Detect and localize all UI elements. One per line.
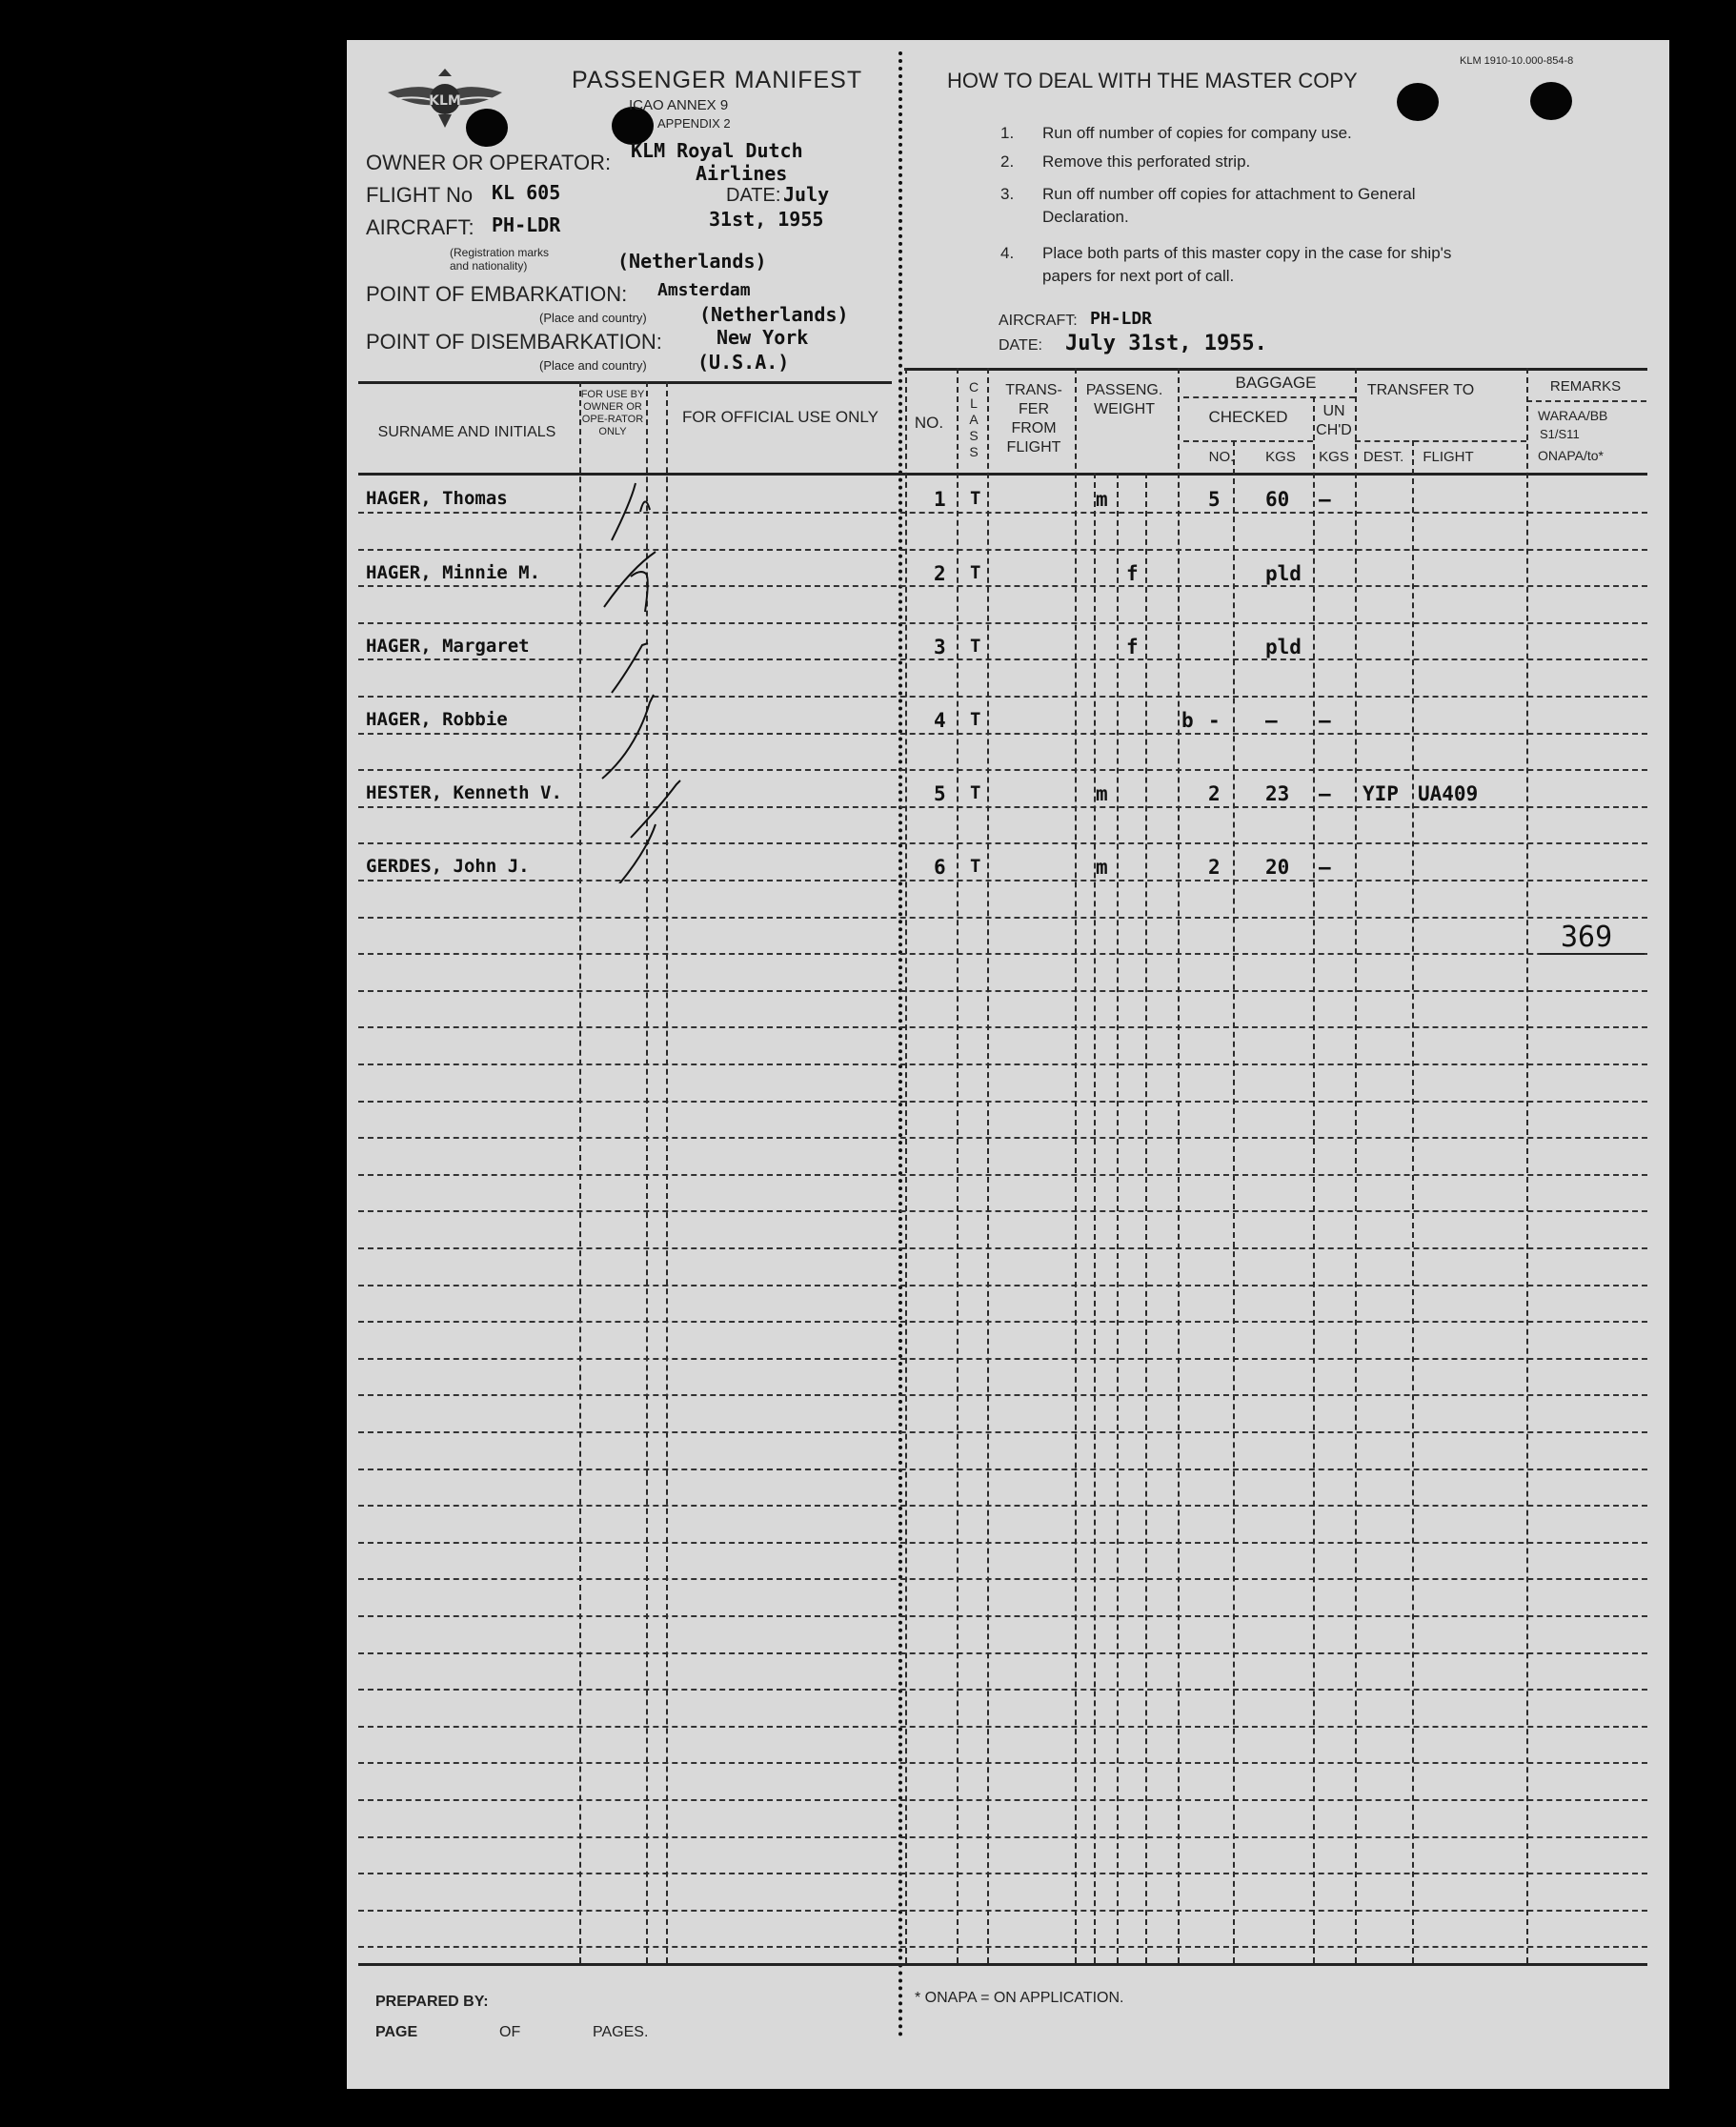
col-passeng-weight: PASSENG. WEIGHT [1085, 382, 1163, 417]
unchecked-kgs: — [1319, 709, 1331, 732]
instruction-text: Place both parts of this master copy in the case for ship's [1042, 244, 1452, 262]
col-transfer-from: TRANS-FER FROM FLIGHT [1005, 382, 1062, 456]
baggage-count: 2 [1208, 782, 1221, 805]
row-rule [358, 1652, 1647, 1654]
header-sub-rule [1526, 400, 1646, 402]
col-class: C L A S S [968, 379, 979, 459]
baggage-kgs: 60 [1265, 488, 1290, 511]
passenger-name: GERDES, John J. [366, 856, 530, 877]
row-rule [358, 769, 1647, 771]
col-checked: CHECKED [1208, 408, 1288, 426]
pages-label: PAGES. [593, 2024, 649, 2040]
col-transfer-to: TRANSFER TO [1366, 382, 1475, 398]
unchecked-kgs: — [1319, 488, 1331, 511]
row-rule [358, 1762, 1647, 1764]
column-rule [1145, 473, 1147, 1963]
klm-wings-logo [383, 59, 507, 135]
col-baggage: BAGGAGE [1235, 374, 1317, 392]
icao-annex: ICAO ANNEX 9 [629, 97, 729, 113]
row-rule [358, 1505, 1647, 1507]
row-rule [358, 549, 1647, 551]
passenger-class: T [970, 856, 981, 877]
row-rule [358, 696, 1647, 698]
svg-text:KLM: KLM [429, 93, 461, 109]
column-rule [1355, 368, 1357, 1963]
owner-label: OWNER OR OPERATOR: [366, 151, 612, 174]
passenger-class: T [970, 709, 981, 730]
instruction-number: 1. [1000, 124, 1015, 142]
row-rule [358, 1946, 1647, 1948]
passenger-name: HAGER, Thomas [366, 488, 508, 509]
col-remarks-code: WARAA/BB [1538, 408, 1608, 423]
row-rule [358, 1726, 1647, 1728]
embarkation-note: (Place and country) [539, 311, 647, 325]
row-rule [358, 512, 1647, 514]
disembarkation-label: POINT OF DISEMBARKATION: [366, 330, 662, 354]
instr-date-label: DATE: [999, 337, 1042, 354]
column-rule [957, 368, 959, 1963]
baggage-count: 2 [1208, 856, 1221, 879]
manifest-title: PASSENGER MANIFEST [572, 67, 863, 93]
prepared-by: PREPARED BY: [375, 1994, 489, 2010]
disembarkation-note: (Place and country) [539, 358, 647, 373]
row-rule [358, 806, 1647, 808]
table-bottom-rule [358, 1963, 1647, 1966]
row-rule [358, 1615, 1647, 1617]
passenger-weight: f [1126, 636, 1139, 658]
row-rule [358, 585, 1647, 587]
row-rule [358, 1247, 1647, 1249]
passenger-class: T [970, 636, 981, 657]
column-rule [1094, 473, 1096, 1963]
embarkation-country: (Netherlands) [699, 303, 849, 326]
col-bag-no: NO. [1208, 449, 1235, 465]
perforation-line [898, 51, 902, 2038]
transfer-dest: YIP [1363, 782, 1399, 805]
unchecked-kgs: — [1319, 856, 1331, 879]
row-rule [358, 1836, 1647, 1838]
row-rule [358, 1026, 1647, 1028]
passenger-weight: m [1096, 856, 1108, 879]
owner-value: KLM Royal Dutch [631, 139, 803, 162]
row-rule [358, 1101, 1647, 1103]
row-rule [358, 658, 1647, 660]
instruction-text: Remove this perforated strip. [1042, 152, 1251, 171]
passenger-number: 5 [934, 782, 946, 805]
row-rule [358, 1873, 1647, 1874]
appendix: APPENDIX 2 [657, 116, 731, 131]
column-rule [1233, 440, 1235, 1963]
row-rule [358, 1910, 1647, 1912]
row-rule [358, 842, 1647, 844]
passenger-weight: m [1096, 488, 1108, 511]
disembarkation-country: (U.S.A.) [697, 351, 790, 374]
row-rule [358, 880, 1647, 881]
date-value-2: 31st, 1955 [709, 208, 824, 231]
row-rule [358, 1210, 1647, 1212]
instruction-number: 4. [1000, 244, 1015, 262]
column-rule [1526, 368, 1528, 1963]
column-rule [987, 368, 989, 1963]
col-bag-kgs: KGS [1265, 449, 1296, 465]
header-sub-rule [1355, 440, 1526, 442]
col-unchd: UN CH'D [1316, 403, 1352, 438]
baggage-kgs: 23 [1265, 782, 1290, 805]
punch-hole [1397, 83, 1439, 121]
table-header-bottom-rule [358, 473, 1647, 476]
check-marks [593, 474, 697, 883]
owner-value-2: Airlines [696, 162, 788, 185]
row-rule [358, 1358, 1647, 1360]
col-flight: FLIGHT [1423, 449, 1474, 465]
column-rule [1117, 473, 1119, 1963]
baggage-kgs: pld [1265, 562, 1302, 585]
instruction-text: Run off number of copies for company use. [1042, 124, 1352, 142]
instruction-text: Run off number off copies for attachment to General [1042, 185, 1416, 203]
passenger-number: 4 [934, 709, 946, 732]
col-remarks-code: ONAPA/to* [1538, 448, 1604, 463]
passenger-name: HAGER, Margaret [366, 636, 530, 657]
baggage-kgs: pld [1265, 636, 1302, 658]
passenger-name: HAGER, Robbie [366, 709, 508, 730]
row-rule [358, 1469, 1647, 1470]
column-rule [905, 368, 907, 1963]
row-rule [358, 990, 1647, 992]
col-owner-use: FOR USE BY OWNER OR OPE-RATOR ONLY [580, 389, 645, 437]
col-unchd-kgs: KGS [1319, 449, 1349, 465]
col-official: FOR OFFICIAL USE ONLY [682, 408, 878, 426]
row-rule [358, 1542, 1647, 1544]
passenger-class: T [970, 782, 981, 803]
handwritten-number: 369 [1561, 921, 1613, 954]
row-rule [358, 1321, 1647, 1323]
column-rule [1313, 396, 1315, 1963]
column-rule [579, 381, 581, 1963]
of-label: OF [499, 2024, 521, 2040]
flight-value: KL 605 [492, 181, 561, 204]
row-rule [358, 1394, 1647, 1396]
instruction-number: 2. [1000, 152, 1015, 171]
instruction-number: 3. [1000, 185, 1015, 203]
baggage-kgs: — [1265, 709, 1278, 732]
passenger-number: 6 [934, 856, 946, 879]
disembarkation-value: New York [717, 326, 809, 349]
col-surname: SURNAME AND INITIALS [377, 424, 556, 440]
header-sub-rule [1183, 440, 1313, 442]
embarkation-label: POINT OF EMBARKATION: [366, 282, 628, 306]
punch-hole [1530, 82, 1572, 120]
onapa-note: * ONAPA = ON APPLICATION. [915, 1990, 1124, 2006]
passenger-weight: m [1096, 782, 1108, 805]
row-rule [358, 953, 1647, 955]
passenger-class: T [970, 488, 981, 509]
manifest-document [347, 40, 1669, 2089]
baggage-kgs: 20 [1265, 856, 1290, 879]
instr-aircraft-label: AIRCRAFT: [999, 313, 1078, 329]
flight-label: FLIGHT No [366, 183, 474, 207]
column-rule [1178, 368, 1180, 1963]
passenger-name: HAGER, Minnie M. [366, 562, 541, 583]
row-rule [358, 1285, 1647, 1286]
aircraft-value: PH-LDR [492, 213, 561, 236]
registration-note: (Registration marks [450, 246, 550, 259]
row-rule [358, 1137, 1647, 1139]
column-rule [1412, 440, 1414, 1963]
row-rule [358, 622, 1647, 624]
registration-note-2: and nationality) [450, 259, 528, 273]
row-rule [358, 1064, 1647, 1065]
instruction-text-continued: papers for next port of call. [1042, 267, 1235, 285]
table-top-rule-right [904, 368, 1647, 371]
date-label: DATE: [726, 185, 781, 206]
baggage-count: - [1208, 709, 1221, 732]
passenger-number: 1 [934, 488, 946, 511]
baggage-count: 5 [1208, 488, 1221, 511]
col-dest: DEST. [1363, 449, 1404, 465]
instr-date-value: July 31st, 1955. [1065, 332, 1267, 355]
row-rule [358, 1689, 1647, 1691]
row-rule [358, 1578, 1647, 1580]
col-remarks: REMARKS [1549, 378, 1622, 395]
transfer-flight: UA409 [1418, 782, 1479, 805]
date-value: July [783, 183, 830, 206]
row-rule [358, 1799, 1647, 1801]
passenger-weight: f [1126, 562, 1139, 585]
instructions-title: HOW TO DEAL WITH THE MASTER COPY [947, 69, 1358, 92]
passenger-weight: b [1181, 709, 1194, 732]
row-rule [358, 1431, 1647, 1433]
instruction-text-continued: Declaration. [1042, 208, 1129, 226]
form-code: KLM 1910-10.000-854-8 [1460, 55, 1574, 67]
unchecked-kgs: — [1319, 782, 1331, 805]
page-label: PAGE [375, 2024, 418, 2040]
nationality-value: (Netherlands) [617, 250, 767, 273]
number-underline [1540, 953, 1645, 955]
instr-aircraft-value: PH-LDR [1090, 309, 1153, 329]
passenger-number: 2 [934, 562, 946, 585]
col-remarks-code: S1/S11 [1540, 427, 1580, 441]
header-sub-rule [1183, 396, 1355, 398]
passenger-number: 3 [934, 636, 946, 658]
embarkation-value: Amsterdam [657, 280, 751, 300]
passenger-name: HESTER, Kenneth V. [366, 782, 562, 803]
passenger-class: T [970, 562, 981, 583]
row-rule [358, 1174, 1647, 1176]
row-rule [358, 733, 1647, 735]
aircraft-label: AIRCRAFT: [366, 215, 474, 239]
column-rule [1075, 368, 1077, 1963]
row-rule [358, 917, 1647, 919]
col-no: NO. [914, 414, 944, 432]
table-top-rule-left [358, 381, 892, 384]
